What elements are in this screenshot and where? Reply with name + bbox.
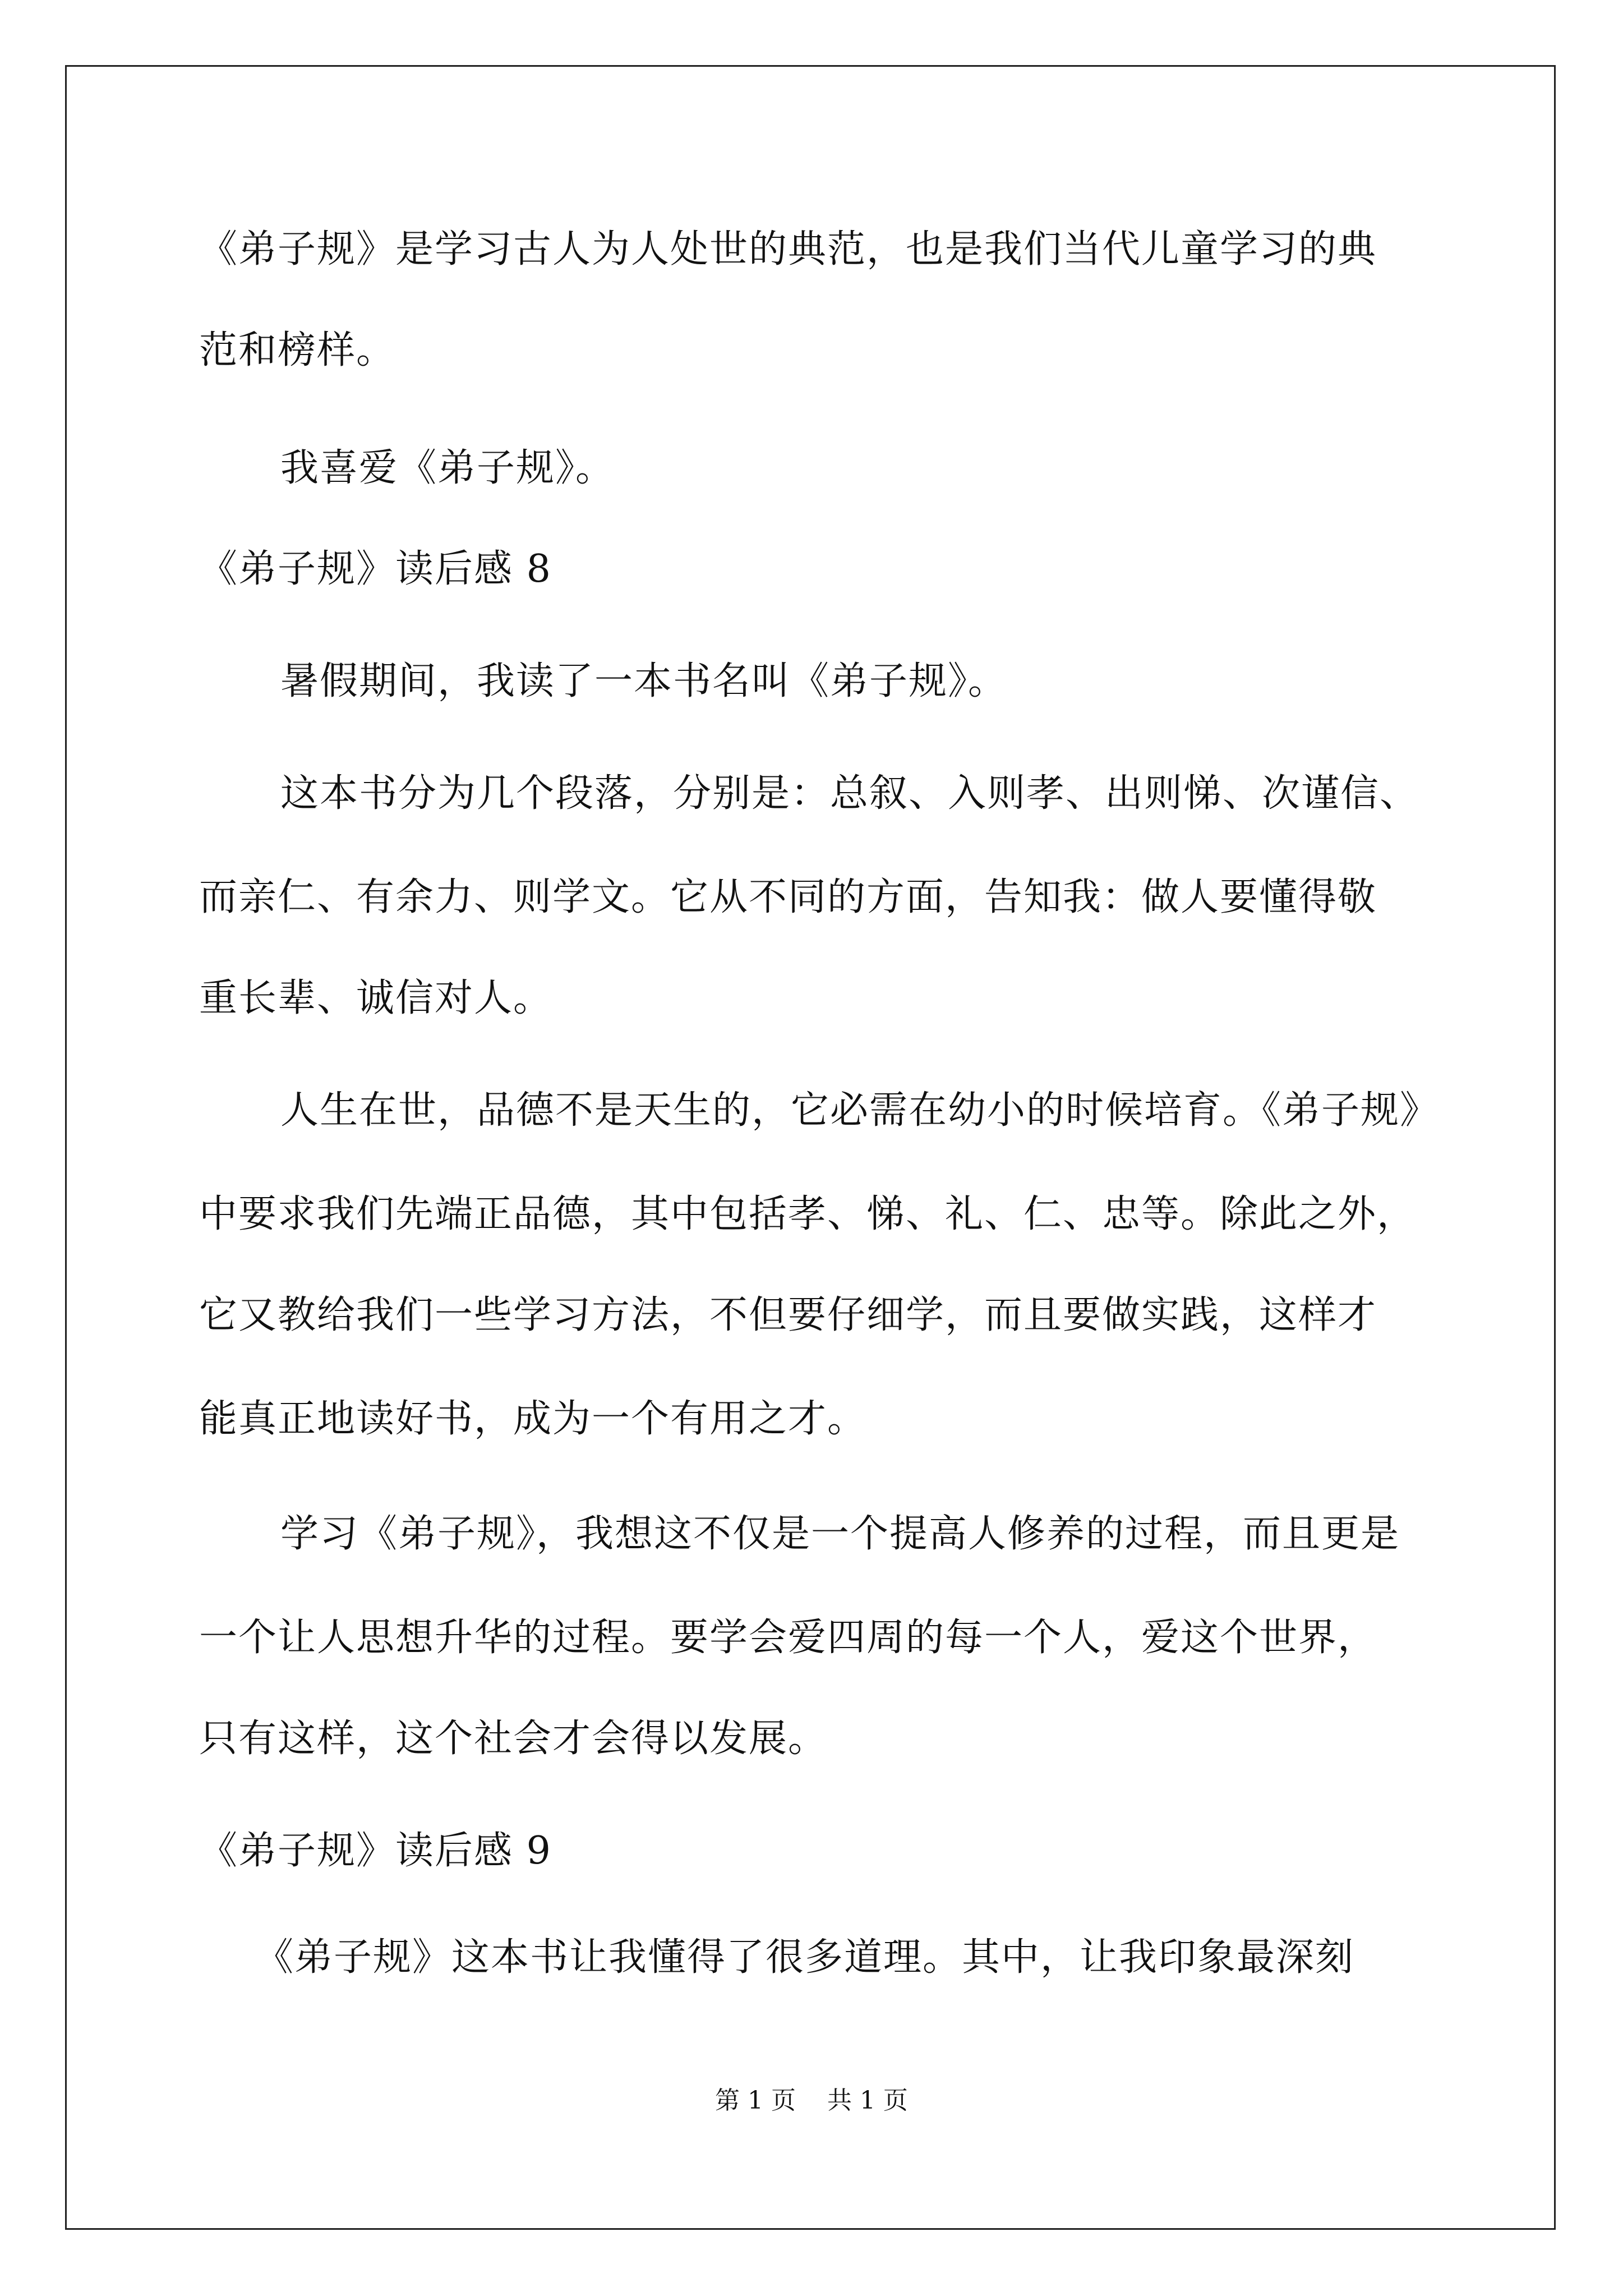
para-5-line-2: 中要求我们先端正品德，其中包括孝、悌、礼、仁、忠等。除此之外，	[199, 1192, 1417, 1236]
page-border	[65, 65, 1556, 2230]
para-5-line-1: 人生在世，品德不是天生的，它必需在幼小的时候培育。《弟子规》	[280, 1088, 1440, 1133]
para-4-line-1: 这本书分为几个段落，分别是：总叙、入则孝、出则悌、次谨信、	[280, 771, 1419, 816]
para-2: 我喜爱《弟子规》。	[280, 446, 615, 490]
para-5-line-4: 能真正地读好书，成为一个有用之才。	[199, 1397, 867, 1441]
para-1-line-2: 范和榜样。	[199, 328, 396, 372]
page-footer: 第 1 页 共 1 页	[715, 2086, 908, 2115]
para-6-line-1: 学习《弟子规》，我想这不仅是一个提高人修养的过程，而且更是	[280, 1512, 1400, 1556]
para-6-line-2: 一个让人思想升华的过程。要学会爱四周的每一个人，爱这个世界，	[199, 1616, 1377, 1660]
para-6-line-3: 只有这样，这个社会才会得以发展。	[199, 1717, 828, 1761]
para-1-line-1: 《弟子规》是学习古人为人处世的典范，也是我们当代儿童学习的典	[199, 227, 1377, 272]
para-4-line-2: 而亲仁、有余力、则学文。它从不同的方面，告知我：做人要懂得敬	[199, 875, 1377, 919]
para-4-line-3: 重长辈、诚信对人。	[199, 976, 553, 1020]
para-3: 暑假期间，我读了一本书名叫《弟子规》。	[280, 659, 1008, 703]
section-heading-9: 《弟子规》读后感 9	[199, 1829, 552, 1873]
para-5-line-3: 它又教给我们一些学习方法，不但要仔细学，而且要做实践，这样才	[199, 1293, 1377, 1337]
section-heading-8: 《弟子规》读后感 8	[199, 547, 552, 591]
para-7: 《弟子规》这本书让我懂得了很多道理。其中，让我印象最深刻	[255, 1935, 1355, 1980]
